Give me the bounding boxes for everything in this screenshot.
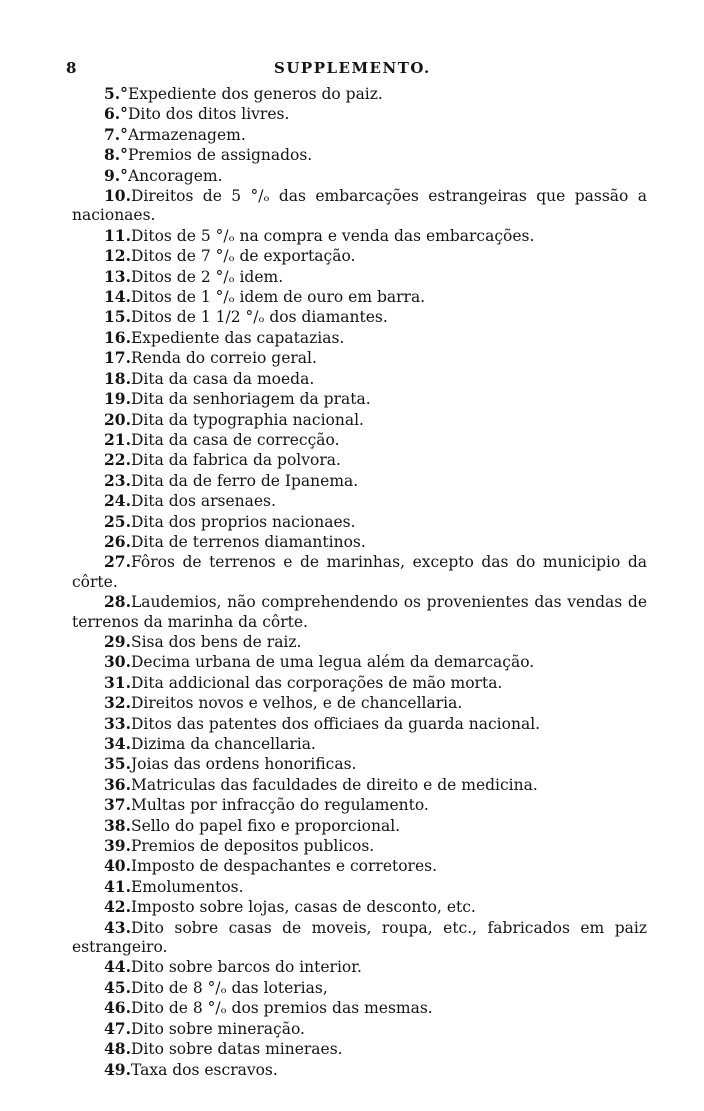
- list-item-text: Sisa dos bens de raiz.: [130, 632, 302, 651]
- list-item-number: 27.: [104, 552, 131, 572]
- list-item-number: 46.: [104, 998, 131, 1018]
- list-item-text: Dito de 8 °/ₒ das loterias,: [130, 978, 328, 997]
- list-item-text: Matriculas das faculdades de direito e de medicina.: [130, 775, 538, 794]
- list-item-text: Dizima da chancellaria.: [130, 735, 316, 753]
- list-item-number: 16.: [104, 327, 131, 347]
- list-item-text: Decima urbana de uma legua além da demarcação.: [130, 653, 535, 672]
- list-item-number: 48.: [104, 1039, 131, 1059]
- list-item-number: 32.: [104, 693, 131, 713]
- list-item: [72, 430, 647, 450]
- list-item-number: 8.°: [104, 145, 128, 165]
- list-item-text: Ditos das patentes dos officiaes da guarda nacional.: [130, 714, 541, 733]
- list-item: [72, 978, 647, 998]
- list-item-text: Taxa dos escravos.: [130, 1060, 278, 1079]
- list-item-text: Renda do correio geral.: [130, 349, 317, 368]
- list-item-number: 12.: [104, 246, 131, 266]
- list-item: [72, 328, 647, 348]
- list-item: [72, 369, 647, 389]
- list-item-number: 28.: [104, 592, 131, 612]
- list-item-number: 49.: [104, 1059, 131, 1079]
- list-item-text: Ditos de 5 °/ₒ na compra e venda das embarcações.: [130, 226, 535, 245]
- list-item-text: Imposto sobre lojas, casas de desconto, etc.: [130, 898, 476, 917]
- list-item-number: 21.: [104, 429, 131, 449]
- list-item: [72, 714, 647, 734]
- list-item: [72, 754, 647, 774]
- list-item: [72, 125, 647, 145]
- list-item: [72, 166, 647, 186]
- list-item: [72, 856, 647, 876]
- list-item-number: 5.°: [104, 84, 128, 103]
- list-item-text: Dita dos arsenaes.: [130, 492, 276, 511]
- list-item-text: Direitos de 5 °/ₒ das embarcações estrangeiras que passão a nacionaes.: [72, 187, 647, 225]
- page-number: 8: [66, 59, 77, 77]
- list-item-number: 25.: [104, 511, 131, 531]
- list-item-number: 42.: [104, 897, 131, 917]
- list-item-number: 43.: [104, 917, 131, 937]
- list-item: [72, 226, 647, 246]
- list-item: [72, 267, 647, 287]
- list-item: [72, 836, 647, 856]
- list-item: [72, 775, 647, 795]
- list-item-number: 10.: [104, 186, 131, 206]
- list-item-text: Sello do papel fixo e proporcional.: [130, 816, 401, 835]
- list-item-number: 17.: [104, 348, 131, 368]
- list-item-text: Dita da casa da moeda.: [130, 369, 315, 388]
- list-item: [72, 348, 647, 368]
- list-item-number: 38.: [104, 815, 131, 835]
- list-item-text: Dita addicional das corporações de mão morta.: [130, 673, 503, 692]
- list-item: [72, 957, 647, 977]
- list-item-text: Multas por infracção do regulamento.: [130, 796, 429, 815]
- list-item-number: 40.: [104, 856, 131, 876]
- list-item: [72, 287, 647, 307]
- list-item: [72, 673, 647, 693]
- list-item: [72, 877, 647, 897]
- list-item: [72, 897, 647, 917]
- list-item: [72, 1039, 647, 1059]
- list-item-number: 29.: [104, 631, 131, 651]
- list-item-text: Emolumentos.: [130, 877, 244, 896]
- list-item-text: Premios de assignados.: [127, 146, 313, 165]
- list-item-text: Laudemios, não comprehendendo os provenientes das vendas de terrenos da marinha da côrte.: [72, 593, 647, 631]
- list-item-text: Dito sobre datas mineraes.: [130, 1040, 343, 1059]
- list-item-number: 13.: [104, 266, 131, 286]
- list-item-number: 34.: [104, 734, 131, 753]
- list-item-number: 44.: [104, 957, 131, 977]
- list-item-number: 11.: [104, 225, 131, 245]
- list-item-number: 9.°: [104, 165, 128, 185]
- list-item-text: Dita da de ferro de Ipanema.: [130, 471, 359, 490]
- list-item: [72, 592, 647, 632]
- list-item: [72, 652, 647, 672]
- list-item-number: 7.°: [104, 124, 128, 144]
- list-item: [72, 410, 647, 430]
- list-item-text: Joias das ordens honorificas.: [130, 755, 357, 774]
- list-item-number: 6.°: [104, 104, 128, 124]
- list-item-text: Dita da typographia nacional.: [130, 410, 364, 429]
- list-item: [72, 632, 647, 652]
- list-item-number: 19.: [104, 389, 131, 409]
- list-item: [72, 186, 647, 226]
- list-item-number: 36.: [104, 774, 131, 794]
- list-item-text: Ditos de 1 1/2 °/ₒ dos diamantes.: [130, 308, 388, 327]
- list-item-text: Dito sobre barcos do interior.: [130, 958, 362, 977]
- list-item: [72, 471, 647, 491]
- list-item-number: 37.: [104, 795, 131, 815]
- list-item: [72, 450, 647, 470]
- list-item-text: Armazenagem.: [127, 125, 246, 144]
- list-item-text: Premios de depositos publicos.: [130, 837, 375, 856]
- list-item-text: Direitos novos e velhos, e de chancellaria.: [130, 694, 463, 713]
- list-item-text: Dita dos proprios nacionaes.: [130, 512, 356, 531]
- list-item: [72, 552, 647, 592]
- list-item-number: 24.: [104, 491, 131, 511]
- list-item-text: Ditos de 1 °/ₒ idem de ouro em barra.: [130, 288, 426, 307]
- list-item-number: 39.: [104, 836, 131, 856]
- running-title: SUPPLEMENTO.: [274, 59, 431, 77]
- list-item-text: Dito sobre mineração.: [130, 1019, 305, 1038]
- list-item: [72, 532, 647, 552]
- list-item: [72, 998, 647, 1018]
- list-item-text: Dito de 8 °/ₒ dos premios das mesmas.: [130, 999, 433, 1018]
- list-item-number: 20.: [104, 409, 131, 429]
- list-item: [72, 1019, 647, 1039]
- list-item-text: Dito sobre casas de moveis, roupa, etc., fabricados em paiz estrangeiro.: [72, 918, 647, 957]
- list-item: [72, 491, 647, 511]
- list-item-text: Imposto de despachantes e corretores.: [130, 857, 438, 876]
- list-item-number: 31.: [104, 672, 131, 692]
- list-item-text: Dita da casa de correcção.: [130, 430, 340, 449]
- list-item: [72, 1060, 647, 1080]
- list-item-text: Fôros de terrenos e de marinhas, excepto das do municipio da côrte.: [72, 553, 647, 591]
- list-item-text: Ditos de 2 °/ₒ idem.: [130, 267, 284, 286]
- list-item-number: 23.: [104, 470, 131, 490]
- list-item-text: Expediente dos generos do paiz.: [127, 85, 383, 103]
- list-item-number: 18.: [104, 368, 131, 388]
- list-item: [72, 734, 647, 754]
- list-item-text: Expediente das capatazias.: [130, 328, 345, 347]
- list-item-text: Dita de terrenos diamantinos.: [130, 532, 366, 551]
- list-item: [72, 918, 647, 958]
- page-header: [0, 59, 704, 81]
- list-item: [72, 693, 647, 713]
- list-item: [72, 145, 647, 165]
- list-item-number: 35.: [104, 754, 131, 774]
- list-item-number: 33.: [104, 713, 131, 733]
- list-item-number: 15.: [104, 307, 131, 327]
- list-item-text: Dita da senhoriagem da prata.: [130, 390, 371, 409]
- list-item-number: 26.: [104, 531, 131, 551]
- list-item: [72, 389, 647, 409]
- list-item-number: 22.: [104, 450, 131, 470]
- list-item-number: 41.: [104, 876, 131, 896]
- list-item-number: 30.: [104, 652, 131, 672]
- list-item-number: 47.: [104, 1018, 131, 1038]
- list-item: [72, 816, 647, 836]
- list-item-text: Dita da fabrica da polvora.: [130, 451, 341, 470]
- list-item: [72, 795, 647, 815]
- list-item: [72, 104, 647, 124]
- numbered-list: [72, 84, 647, 1080]
- list-item: [72, 512, 647, 532]
- list-item-text: Ancoragem.: [127, 166, 223, 185]
- list-item-text: Ditos de 7 °/ₒ de exportação.: [130, 247, 356, 266]
- list-item: [72, 246, 647, 266]
- list-item-number: 45.: [104, 977, 131, 997]
- list-item: [72, 84, 647, 104]
- list-item-number: 14.: [104, 287, 131, 307]
- list-item-text: Dito dos ditos livres.: [127, 105, 290, 124]
- list-item: [72, 307, 647, 327]
